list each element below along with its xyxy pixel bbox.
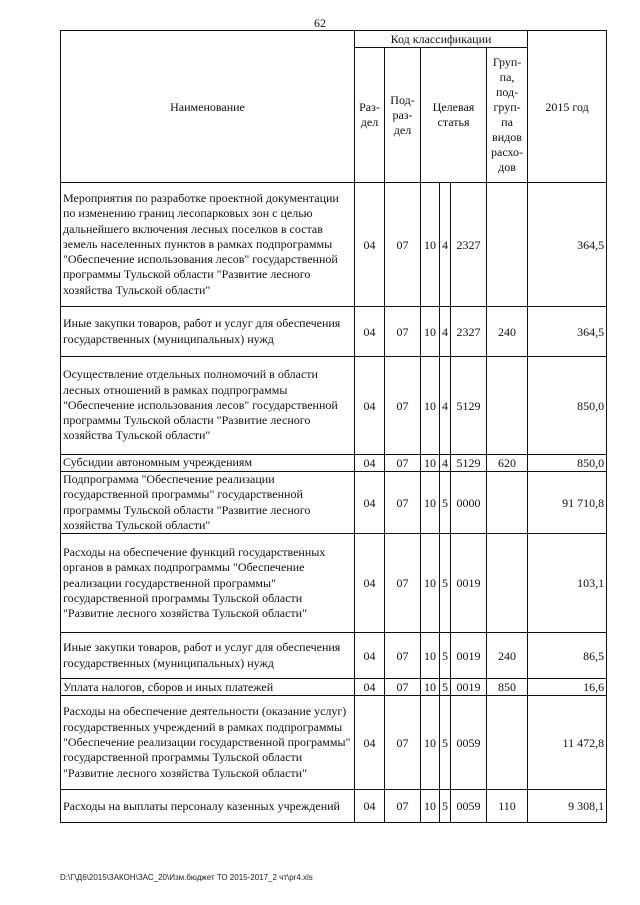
row-name: Мероприятия по разработке проектной документации по изменению границ лесопарковых зон с целью дальнейшего включения лесных поселков в состав земель населенных пунктов в рамках подпрограммы "Обеспечение использования лесов" государственной программы Тульской области "Развитие лесного хозяйства Тульской области"	[61, 183, 355, 307]
row-amount: 9 308,1	[528, 790, 607, 823]
row-podrazdel: 07	[385, 679, 421, 696]
row-amount: 86,5	[528, 633, 607, 679]
row-target-subprogram: 4	[440, 455, 451, 472]
row-amount: 850,0	[528, 357, 607, 455]
row-amount: 91 710,8	[528, 472, 607, 534]
row-razdel: 04	[355, 472, 385, 534]
row-target-direction: 0059	[451, 696, 487, 790]
row-amount: 850,0	[528, 455, 607, 472]
row-target-program: 10	[421, 472, 440, 534]
row-target-direction: 0000	[451, 472, 487, 534]
header-celevaya-statya: Целевая статья	[421, 48, 487, 183]
table-row	[61, 472, 607, 534]
row-expense-group: 850	[487, 679, 528, 696]
row-target-subprogram: 5	[440, 633, 451, 679]
row-amount: 364,5	[528, 183, 607, 307]
row-expense-group	[487, 357, 528, 455]
header-classification: Код классификации	[355, 31, 528, 48]
row-target-direction: 5129	[451, 357, 487, 455]
row-target-program: 10	[421, 183, 440, 307]
row-expense-group	[487, 696, 528, 790]
row-target-subprogram: 5	[440, 790, 451, 823]
table-row	[61, 357, 607, 455]
table-row	[61, 183, 607, 307]
row-name: Иные закупки товаров, работ и услуг для обеспечения государственных (муниципальных) нужд	[61, 307, 355, 357]
row-target-subprogram: 5	[440, 472, 451, 534]
row-target-program: 10	[421, 357, 440, 455]
table-row	[61, 790, 607, 823]
row-podrazdel: 07	[385, 183, 421, 307]
table-row	[61, 633, 607, 679]
row-target-subprogram: 4	[440, 307, 451, 357]
header-year: 2015 год	[528, 31, 607, 183]
row-target-direction: 0059	[451, 790, 487, 823]
table-row	[61, 307, 607, 357]
table-body	[61, 183, 607, 823]
row-target-direction: 0019	[451, 679, 487, 696]
header-row-1	[61, 31, 607, 48]
row-expense-group	[487, 534, 528, 633]
row-name: Осуществление отдельных полномочий в области лесных отношений в рамках подпрограммы "Обеспечение использования лесов" государственной программы Тульской области "Развитие лесного хозяйства Тульской области"	[61, 357, 355, 455]
table-row	[61, 534, 607, 633]
row-razdel: 04	[355, 357, 385, 455]
row-target-subprogram: 5	[440, 534, 451, 633]
row-target-program: 10	[421, 633, 440, 679]
row-target-program: 10	[421, 307, 440, 357]
row-razdel: 04	[355, 455, 385, 472]
row-amount: 364,5	[528, 307, 607, 357]
row-expense-group	[487, 472, 528, 534]
header-gruppa-vidov: Груп- па, под- груп- па видов расхо- дов	[487, 48, 528, 183]
row-razdel: 04	[355, 790, 385, 823]
row-target-direction: 0019	[451, 633, 487, 679]
row-amount: 103,1	[528, 534, 607, 633]
table-row	[61, 696, 607, 790]
row-name: Субсидии автономным учреждениям	[61, 455, 355, 472]
header-name: Наименование	[61, 31, 355, 183]
row-target-subprogram: 4	[440, 357, 451, 455]
row-podrazdel: 07	[385, 472, 421, 534]
row-name: Иные закупки товаров, работ и услуг для обеспечения государственных (муниципальных) нужд	[61, 633, 355, 679]
row-razdel: 04	[355, 183, 385, 307]
row-expense-group: 620	[487, 455, 528, 472]
row-expense-group	[487, 183, 528, 307]
row-podrazdel: 07	[385, 790, 421, 823]
header-podrazdel: Под- раз- дел	[385, 48, 421, 183]
row-name: Уплата налогов, сборов и иных платежей	[61, 679, 355, 696]
row-target-direction: 5129	[451, 455, 487, 472]
row-target-program: 10	[421, 790, 440, 823]
row-name: Расходы на выплаты персоналу казенных учреждений	[61, 790, 355, 823]
row-expense-group: 110	[487, 790, 528, 823]
row-target-program: 10	[421, 455, 440, 472]
row-podrazdel: 07	[385, 455, 421, 472]
row-name: Расходы на обеспечение деятельности (оказание услуг) государственных учреждений в рамках подпрограммы "Обеспечение реализации государственной программы" государственной программы Тульской области "Развитие лесного хозяйства Тульской области"	[61, 696, 355, 790]
row-target-direction: 2327	[451, 183, 487, 307]
row-name: Подпрограмма "Обеспечение реализации государственной программы" государственной программы Тульской области "Развитие лесного хозяйства Тульской области"	[61, 472, 355, 534]
row-target-direction: 2327	[451, 307, 487, 357]
row-podrazdel: 07	[385, 357, 421, 455]
row-podrazdel: 07	[385, 307, 421, 357]
row-target-subprogram: 5	[440, 679, 451, 696]
row-expense-group: 240	[487, 307, 528, 357]
row-podrazdel: 07	[385, 534, 421, 633]
file-path-footer: D:\Г\Д6\2015\ЗАКОН\ЗАС_20\Изм.бюджет ТО 2015-2017_2 чт\pr4.xls	[60, 873, 313, 882]
row-podrazdel: 07	[385, 696, 421, 790]
row-razdel: 04	[355, 633, 385, 679]
row-amount: 16,6	[528, 679, 607, 696]
row-target-program: 10	[421, 696, 440, 790]
row-target-subprogram: 5	[440, 696, 451, 790]
page-number: 62	[314, 16, 326, 30]
table-row	[61, 455, 607, 472]
row-expense-group: 240	[487, 633, 528, 679]
row-target-program: 10	[421, 679, 440, 696]
row-razdel: 04	[355, 696, 385, 790]
row-target-program: 10	[421, 534, 440, 633]
table-row	[61, 679, 607, 696]
row-podrazdel: 07	[385, 633, 421, 679]
row-name: Расходы на обеспечение функций государственных органов в рамках подпрограммы "Обеспечение реализации государственной программы" государственной программы Тульской области "Развитие лесного хозяйства Тульской области"	[61, 534, 355, 633]
header-razdel: Раз- дел	[355, 48, 385, 183]
budget-table	[60, 30, 607, 823]
row-target-subprogram: 4	[440, 183, 451, 307]
row-razdel: 04	[355, 534, 385, 633]
row-amount: 11 472,8	[528, 696, 607, 790]
row-razdel: 04	[355, 679, 385, 696]
row-razdel: 04	[355, 307, 385, 357]
row-target-direction: 0019	[451, 534, 487, 633]
